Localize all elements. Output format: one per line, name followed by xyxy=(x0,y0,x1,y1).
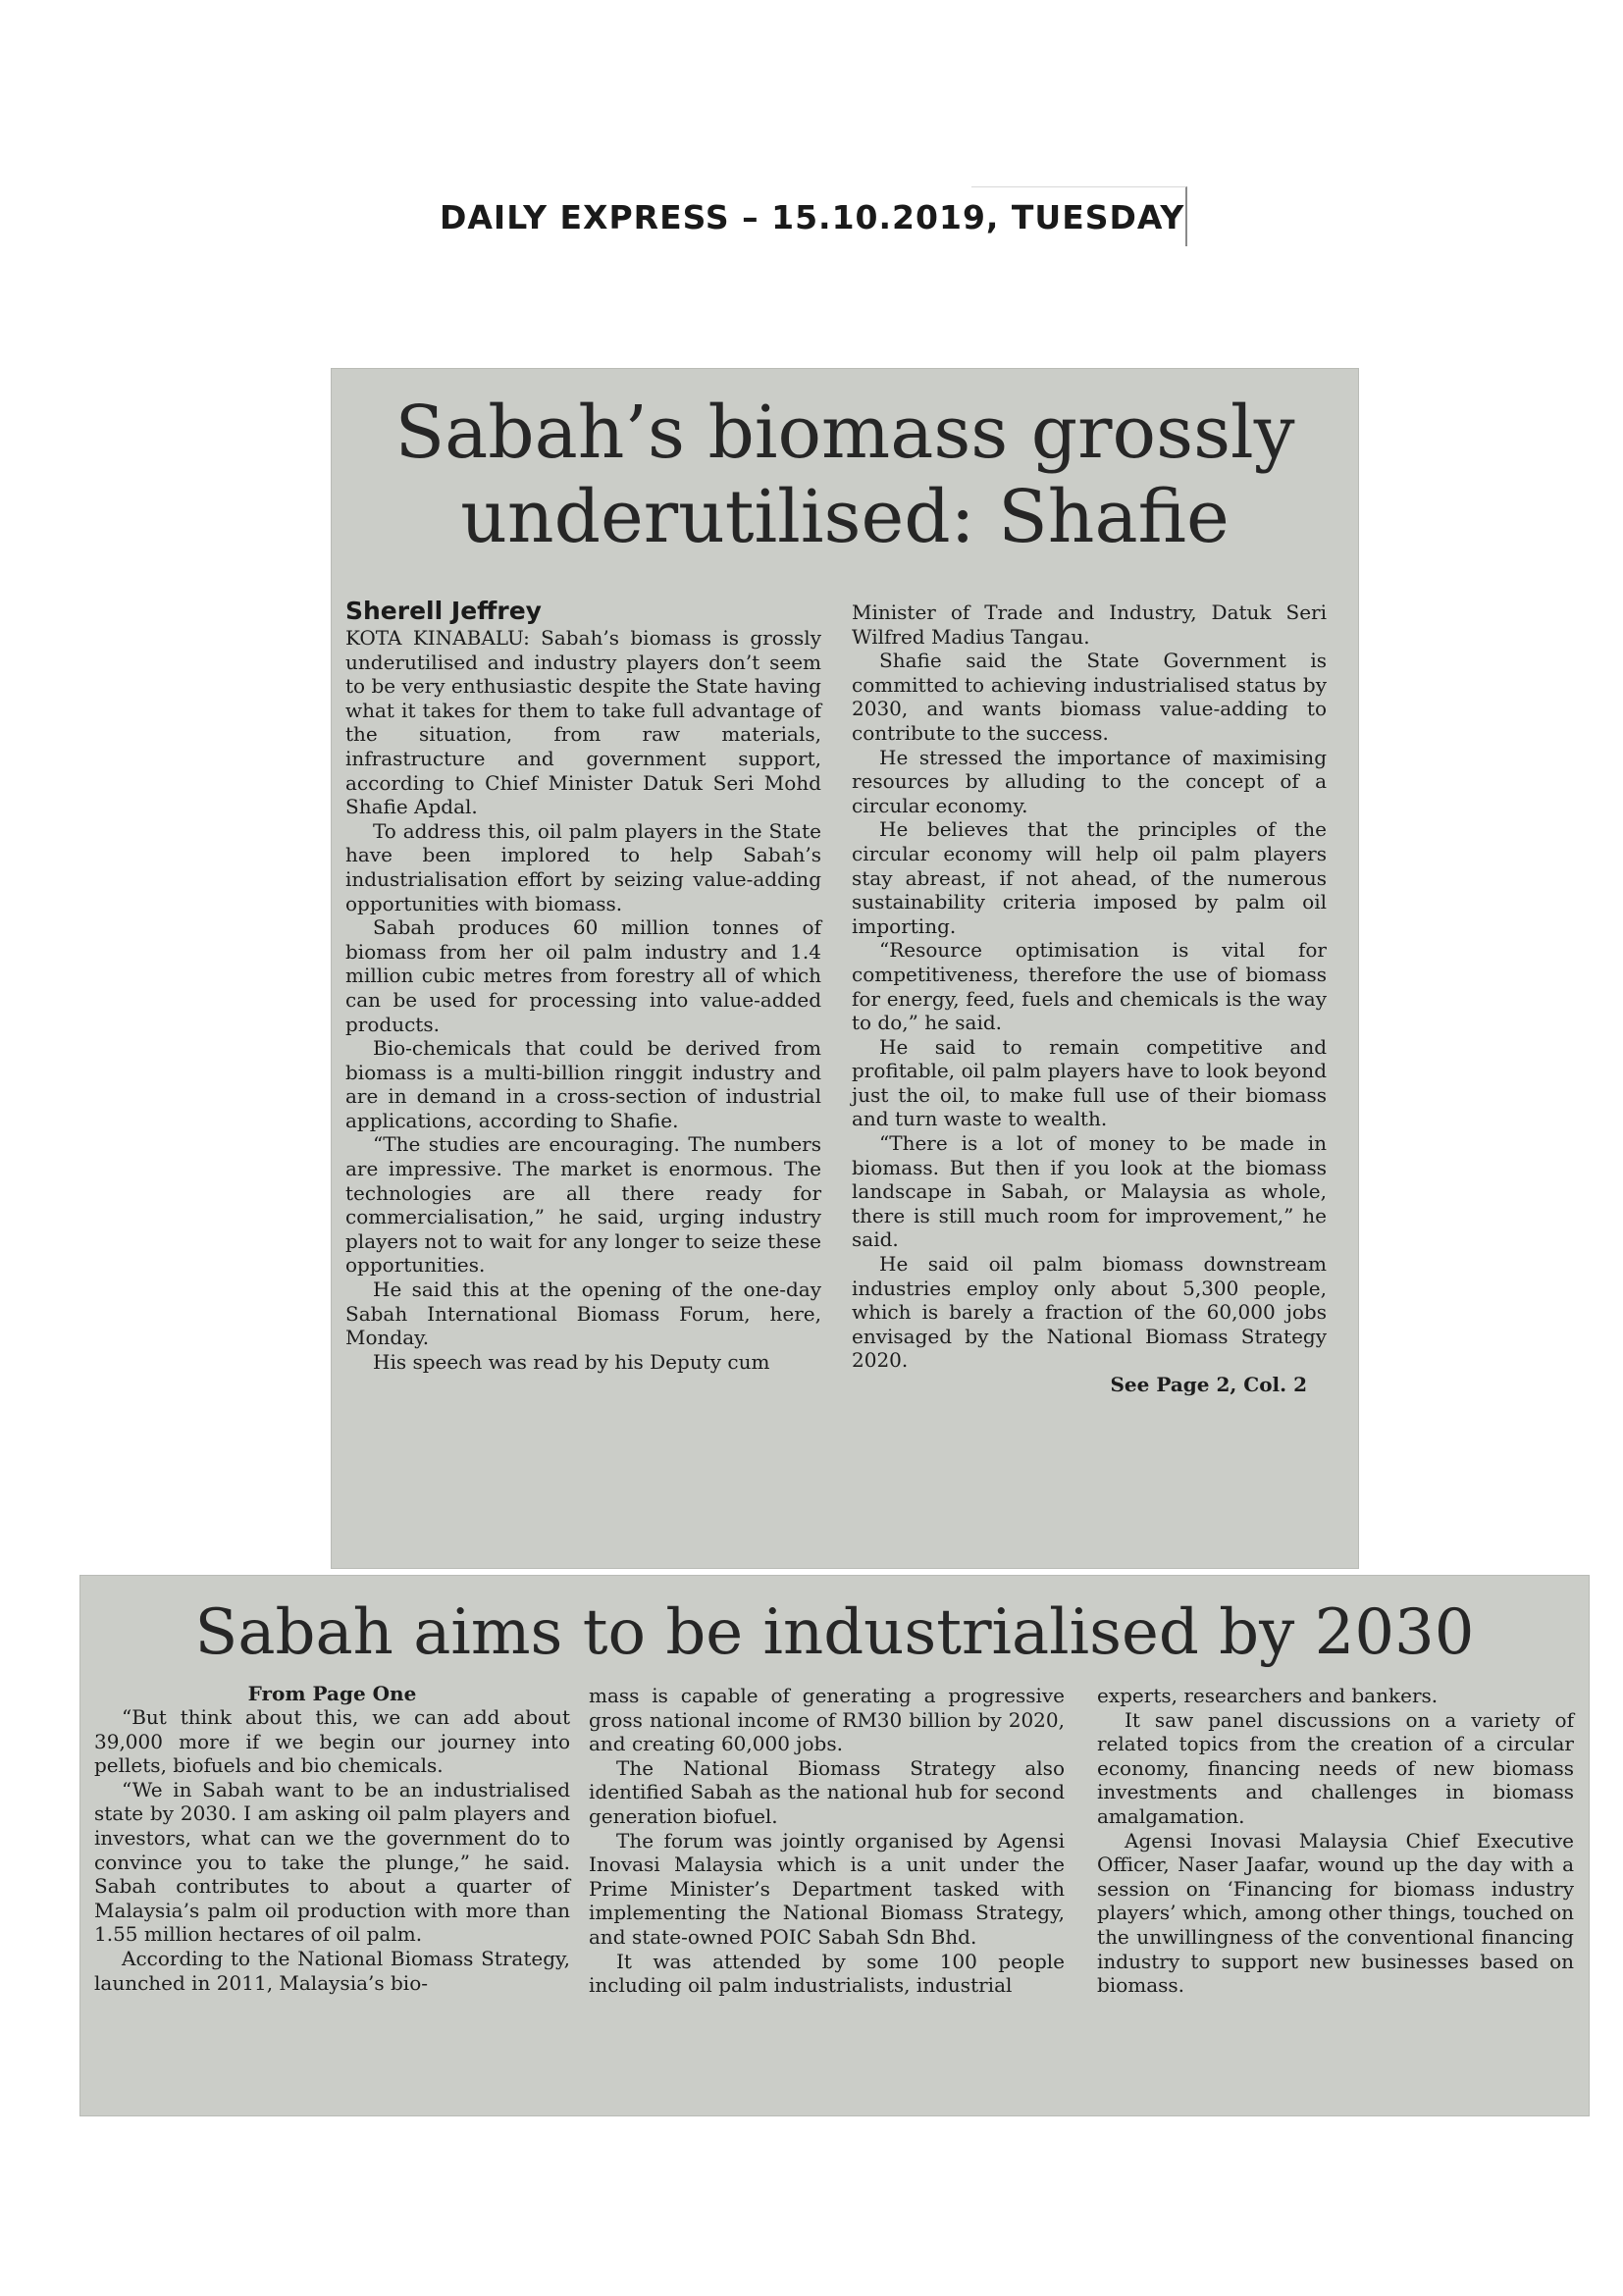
article-clipping-1 xyxy=(332,369,1358,1568)
article-1-column-2 xyxy=(852,600,1327,1396)
article-2-paragraph: The National Biomass Strategy also identified Sabah as the national hub for second generation biofuel. xyxy=(589,1755,1065,1828)
article-1-paragraph: He stressed the importance of maximising resources by alluding to the concept of a circular economy. xyxy=(852,745,1327,817)
article-1-column-1 xyxy=(345,597,821,1374)
article-1-paragraph: He believes that the principles of the circular economy will help oil palm players stay abreast, if not ahead, of the numerous sustainability criteria imposed by palm oil importing. xyxy=(852,817,1327,938)
article-2-paragraph: “We in Sabah want to be an industrialised state by 2030. I am asking oil palm players and investors, what can we the government do to convince you to take the plunge,” he said. Sabah contributes to about a quarter of Malaysia’s palm oil production with more than 1.55 million hectares of oil palm. xyxy=(94,1777,570,1947)
article-2-paragraph: It saw panel discussions on a variety of related topics from the creation of a circular economy, financing needs of new biomass investments and challenges in biomass amalgamation. xyxy=(1097,1707,1574,1828)
article-1-byline: Sherell Jeffrey xyxy=(345,597,542,625)
article-2-from-page: From Page One xyxy=(247,1682,417,1705)
article-1-paragraph: He said this at the opening of the one-day Sabah International Biomass Forum, here, Monday. xyxy=(345,1278,821,1350)
article-2-paragraph: “But think about this, we can add about 39,000 more if we begin our journey into pellets, biofuels and bio chemicals. xyxy=(94,1705,570,1778)
article-2-paragraph: experts, researchers and bankers. xyxy=(1097,1684,1439,1707)
masthead: DAILY EXPRESS – 15.10.2019, TUESDAY xyxy=(440,198,1185,236)
article-2-column-2 xyxy=(589,1684,1065,1998)
article-2-column-1 xyxy=(94,1682,570,1995)
article-2-headline: Sabah aims to be industrialised by 2030 xyxy=(194,1596,1475,1669)
article-1-paragraph: “Resource optimisation is vital for competitiveness, therefore the use of biomass for energy, feed, fuels and chemicals is the way to do,” he said. xyxy=(852,938,1327,1035)
article-1-paragraph: He said oil palm biomass downstream industries employ only about 5,300 people, which is barely a fraction of the 60,000 jobs envisaged by the National Biomass Strategy 2020. xyxy=(852,1252,1327,1373)
article-1-paragraph: “There is a lot of money to be made in biomass. But then if you look at the biomass landscape in Sabah, or Malaysia as whole, there is still much room for improvement,” he said. xyxy=(852,1131,1327,1252)
article-2-paragraph: mass is capable of generating a progressive gross national income of RM30 billion by 2020, and creating 60,000 jobs. xyxy=(589,1684,1065,1756)
article-1-paragraph: Minister of Trade and Industry, Datuk Seri Wilfred Madius Tangau. xyxy=(852,600,1327,649)
article-clipping-2 xyxy=(80,1576,1589,2115)
article-2-column-3 xyxy=(1097,1684,1574,1998)
article-1-headline: Sabah’s biomass grossly underutilised: Shafie xyxy=(394,391,1295,559)
article-2-paragraph: The forum was jointly organised by Agensi Inovasi Malaysia which is a unit under the Prime Minister’s Department tasked with implementing the National Biomass Strategy, and state-owned POIC Sabah Sdn Bhd. xyxy=(589,1828,1065,1949)
article-1-paragraph: KOTA KINABALU: Sabah’s biomass is grossly underutilised and industry players don’t seem to be very enthusiastic despite the State having what it takes for them to take full advantage of the situation, from raw materials, infrastructure and government support, according to Chief Minister Datuk Seri Mohd Shafie Apdal. xyxy=(345,626,821,819)
article-1-paragraph: Shafie said the State Government is committed to achieving industrialised status by 2030, and wants biomass value-adding to contribute to the success. xyxy=(852,649,1327,745)
article-2-paragraph: According to the National Biomass Strategy, launched in 2011, Malaysia’s bio- xyxy=(94,1946,570,1995)
article-1-continuation: See Page 2, Col. 2 xyxy=(1110,1373,1307,1396)
masthead-box xyxy=(971,186,1187,246)
article-1-paragraph: He said to remain competitive and profitable, oil palm players have to look beyond just the oil, to make full use of their biomass and turn waste to wealth. xyxy=(852,1034,1327,1131)
article-1-paragraph: “The studies are encouraging. The numbers are impressive. The market is enormous. The technologies are all there ready for commercialisation,” he said, urging industry players not to wait for any longer to seize these opportunities. xyxy=(345,1132,821,1278)
article-2-paragraph: Agensi Inovasi Malaysia Chief Executive Officer, Naser Jaafar, wound up the day with a session on ‘Financing for biomass industry players’ which, among other things, touched on the unwillingness of the conventional financing industry to support new businesses based on biomass. xyxy=(1097,1828,1574,1998)
article-1-paragraph: His speech was read by his Deputy cum xyxy=(373,1349,770,1374)
article-1-paragraph: To address this, oil palm players in the State have been implored to help Sabah’s industrialisation effort by seizing value-adding opportunities with biomass. xyxy=(345,818,821,915)
article-1-paragraph: Sabah produces 60 million tonnes of biomass from her oil palm industry and 1.4 million cubic metres from forestry all of which can be used for processing into value-added products. xyxy=(345,915,821,1036)
article-1-paragraph: Bio-chemicals that could be derived from biomass is a multi-billion ringgit industry and are in demand in a cross-section of industrial applications, according to Shafie. xyxy=(345,1036,821,1132)
article-2-paragraph: It was attended by some 100 people including oil palm industrialists, industrial xyxy=(589,1949,1065,1998)
